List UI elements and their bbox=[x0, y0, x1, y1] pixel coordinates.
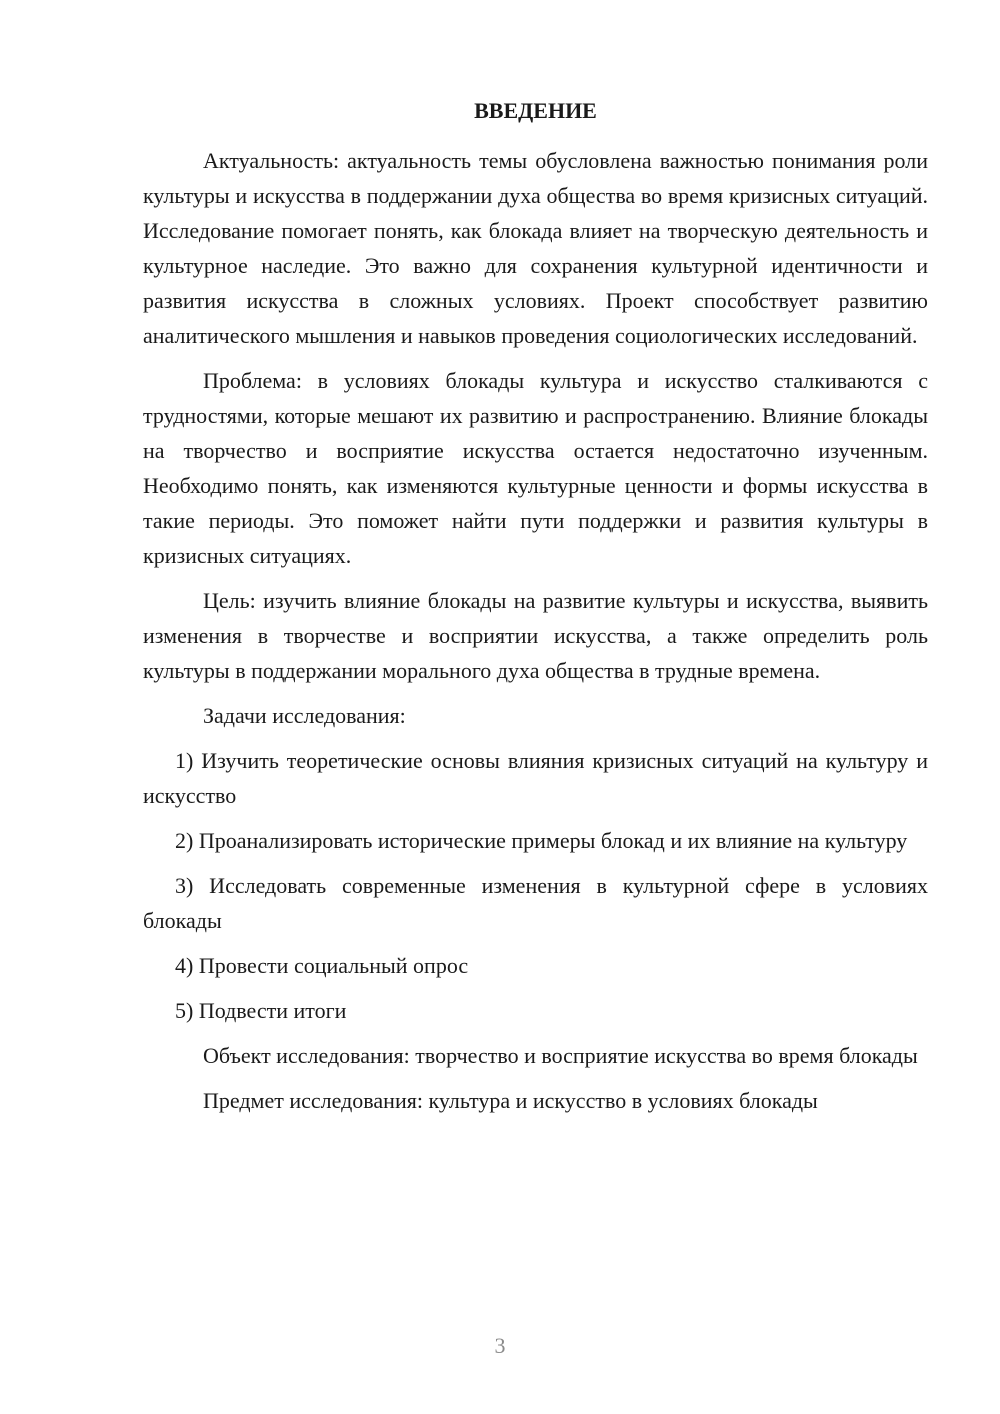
paragraph-object: Объект исследования: творчество и восприятие искусства во время блокады bbox=[203, 1043, 918, 1068]
paragraph-relevance: Актуальность: актуальность темы обусловлена важностью понимания роли культуры и искусства в поддержании духа общества во время кризисных ситуаций. Исследование помогает понять, как блокада влияет на творческую деятельность и культурное наследие. Это важно для сохранения культурной идентичности и развития искусства в сложных условиях. Проект способствует развитию аналитического мышления и навыков проведения социологических исследований. bbox=[143, 148, 928, 348]
task-item-1: 1) Изучить теоретические основы влияния кризисных ситуаций на культуру и искусство bbox=[143, 748, 928, 808]
paragraph-subject: Предмет исследования: культура и искусство в условиях блокады bbox=[203, 1088, 818, 1113]
paragraph-problem: Проблема: в условиях блокады культура и искусство сталкиваются с трудностями, которые мешают их развитию и распространению. Влияние блокады на творчество и восприятие искусства остается недостаточно изученным. Необходимо понять, как изменяются культурные ценности и формы искусства в такие периоды. Это поможет найти пути поддержки и развития культуры в кризисных ситуациях. bbox=[143, 368, 928, 568]
tasks-heading: Задачи исследования: bbox=[203, 703, 406, 728]
task-item-3: 3) Исследовать современные изменения в культурной сфере в условиях блокады bbox=[143, 873, 928, 933]
task-item-2: 2) Проанализировать исторические примеры блокад и их влияние на культуру bbox=[175, 828, 908, 853]
document-page bbox=[143, 96, 928, 1128]
paragraph-goal: Цель: изучить влияние блокады на развитие культуры и искусства, выявить изменения в творчестве и восприятии искусства, а также определить роль культуры в поддержании морального духа общества в трудные времена. bbox=[143, 588, 928, 683]
task-item-4: 4) Провести социальный опрос bbox=[175, 953, 469, 978]
section-title: ВВЕДЕНИЕ bbox=[474, 98, 597, 123]
task-item-5: 5) Подвести итоги bbox=[175, 998, 347, 1023]
page-number: 3 bbox=[494, 1333, 506, 1358]
